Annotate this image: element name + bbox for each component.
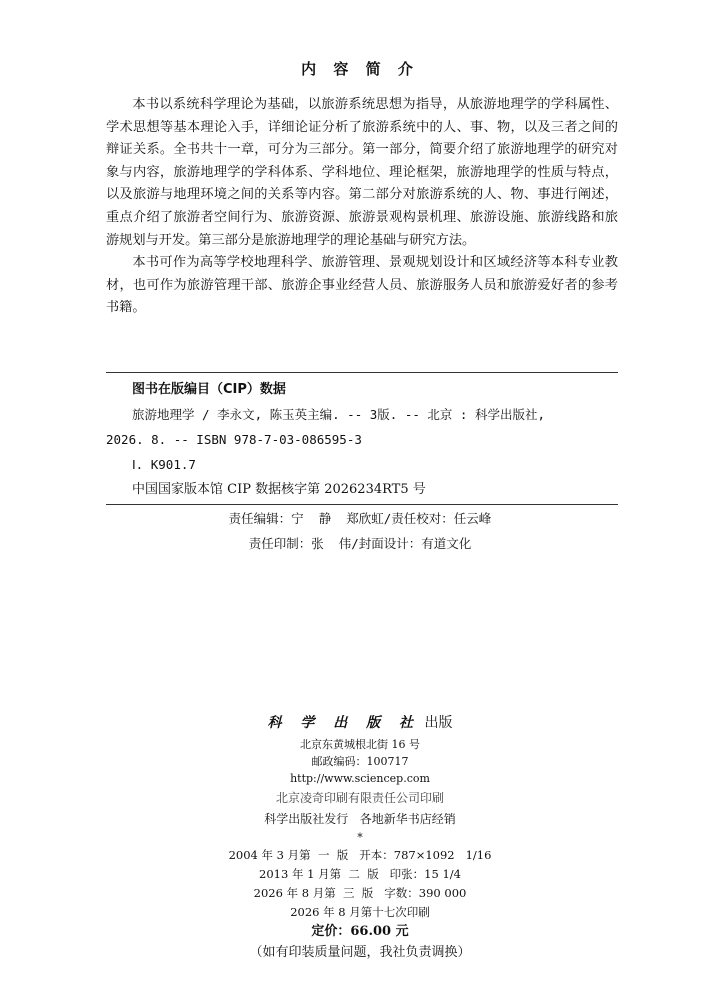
cip-line-3: Ⅰ. K901.7 <box>132 457 196 472</box>
printer: 北京凌奇印刷有限责任公司印刷 <box>275 791 444 805</box>
credits-line-1: 责任编辑：宁 静 郑欣虹/责任校对：任云峰 <box>228 511 492 526</box>
summary-paragraph-1: 本书以系统科学理论为基础，以旅游系统思想为指导，从旅游地理学的学科属性、学术思想等基本理论入手，详细论证分析了旅游系统中的人、事、物，以及三者之间的辩证关系。全书共十一章，可分为三部分。第一部分，简要介绍了旅游地理学的研究对象与内容，旅游地理学的学科体系、学科地位、理论框架，旅游地理学的性质与特点，以及旅游与地理环境之间的关系等内容。第二部分对旅游系统的人、物、事进行阐述，重点介绍了旅游者空间行为、旅游资源、旅游景观构景机理、旅游设施、旅游线路和旅游规划与开发。第三部分是旅游地理学的理论基础与研究方法。 <box>106 97 618 248</box>
edition-3: 2026 年 8 月第 三 版 字数：390 000 <box>253 886 467 900</box>
cip-line-2: 2026. 8. -- ISBN 978-7-03-086595-3 <box>106 432 362 447</box>
website: http://www.sciencep.com <box>290 772 430 785</box>
cip-line-4: 中国国家版本馆 CIP 数据核字第 2026234RT5 号 <box>132 482 426 497</box>
section-title: 内 容 简 介 <box>301 60 419 78</box>
publisher-suffix: 出版 <box>424 715 453 731</box>
publisher-line <box>0 712 720 734</box>
distribution: 科学出版社发行 各地新华书店经销 <box>264 812 456 826</box>
cip-bottom-rule <box>106 504 618 505</box>
publisher-address: 北京东黄城根北街 16 号 <box>300 738 420 751</box>
publisher-brand: 科 学 出 版 社 <box>267 715 421 731</box>
cip-line-1: 旅游地理学 / 李永文, 陈玉英主编. -- 3版. -- 北京 : 科学出版社, <box>132 407 546 422</box>
price: 定价：66.00 元 <box>311 924 409 939</box>
summary-paragraph-2: 本书可作为高等学校地理科学、旅游管理、景观规划设计和区域经济等本科专业教材，也可作为旅游管理干部、旅游企事业经营人员、旅游服务人员和旅游爱好者的参考书籍。 <box>106 255 618 316</box>
quality-notice: （如有印装质量问题，我社负责调换） <box>249 945 471 960</box>
postcode: 邮政编码：100717 <box>311 755 409 768</box>
cip-block <box>106 377 618 502</box>
separator: * <box>357 831 363 844</box>
publication-imprint <box>0 712 720 964</box>
edition-2: 2013 年 1 月第 二 版 印张：15 1/4 <box>259 867 461 881</box>
cip-heading: 图书在版编目（CIP）数据 <box>132 382 286 397</box>
editorial-credits <box>0 506 720 556</box>
content-summary <box>106 94 618 320</box>
cip-top-rule <box>106 372 618 373</box>
edition-1: 2004 年 3 月第 一 版 开本：787×1092 1/16 <box>228 848 492 862</box>
printing: 2026 年 8 月第十七次印刷 <box>290 905 430 919</box>
credits-line-2: 责任印制：张 伟/封面设计：有道文化 <box>248 536 472 551</box>
